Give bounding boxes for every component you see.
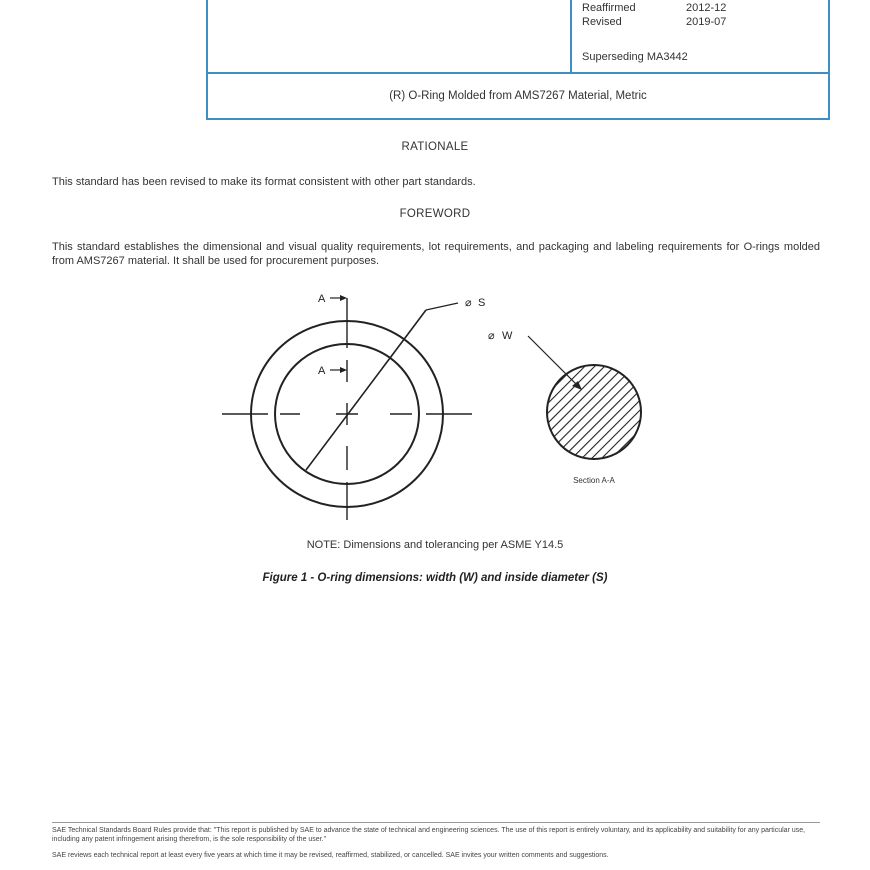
footer-disclaimer: SAE Technical Standards Board Rules provide that: "This report is published by SAE to advance the state of technical and engineering sciences. The use of this report is entirely voluntary, and its applicability and suitability for any particular use, including any patent infringement arising therefrom, is the sole responsibility of the user." xyxy=(52,827,806,843)
footer-rule xyxy=(52,822,820,823)
width-w-leader xyxy=(528,336,578,386)
label-a-top: A xyxy=(318,293,326,305)
o-ring-figure xyxy=(0,285,870,525)
header-vertical-divider xyxy=(570,0,572,74)
reaffirmed-row xyxy=(582,2,727,14)
label-s: S xyxy=(478,297,486,309)
footer-review-notice: SAE reviews each technical report at least every five years at which time it may be revised, reaffirmed, stabilized, or cancelled. SAE invites your written comments and suggestions. xyxy=(52,852,609,859)
section-label: Section A-A xyxy=(573,476,615,485)
reaffirmed-date: 2012-12 xyxy=(686,2,727,14)
diameter-s-line xyxy=(306,310,426,470)
revised-date: 2019-07 xyxy=(686,16,727,28)
cross-section-circle xyxy=(547,365,641,459)
revised-row xyxy=(582,16,727,28)
header-horizontal-divider xyxy=(208,72,828,74)
rationale-heading: RATIONALE xyxy=(401,141,469,153)
diameter-symbol-w: ⌀ xyxy=(488,330,495,342)
label-a-inner: A xyxy=(318,365,326,377)
foreword-heading: FOREWORD xyxy=(399,208,471,220)
document-title: (R) O-Ring Molded from AMS7267 Material, Metric xyxy=(389,90,647,102)
foreword-text: This standard establishes the dimensional and visual quality requirements, lot requirements, and packaging and labeling requirements for O-rings molded from AMS7267 material. It shall be used for procurement purposes. xyxy=(52,241,820,267)
revised-label: Revised xyxy=(582,16,622,28)
superseding-text: Superseding MA3442 xyxy=(582,51,688,63)
reaffirmed-label: Reaffirmed xyxy=(582,2,636,14)
rationale-text: This standard has been revised to make its format consistent with other part standards. xyxy=(52,176,476,188)
label-w: W xyxy=(502,330,513,342)
center-lines xyxy=(222,298,472,520)
figure-caption: Figure 1 - O-ring dimensions: width (W) and inside diameter (S) xyxy=(262,572,608,584)
diameter-symbol-s: ⌀ xyxy=(465,297,472,309)
figure-note: NOTE: Dimensions and tolerancing per ASME Y14.5 xyxy=(306,539,564,551)
document-header-frame xyxy=(206,0,830,120)
